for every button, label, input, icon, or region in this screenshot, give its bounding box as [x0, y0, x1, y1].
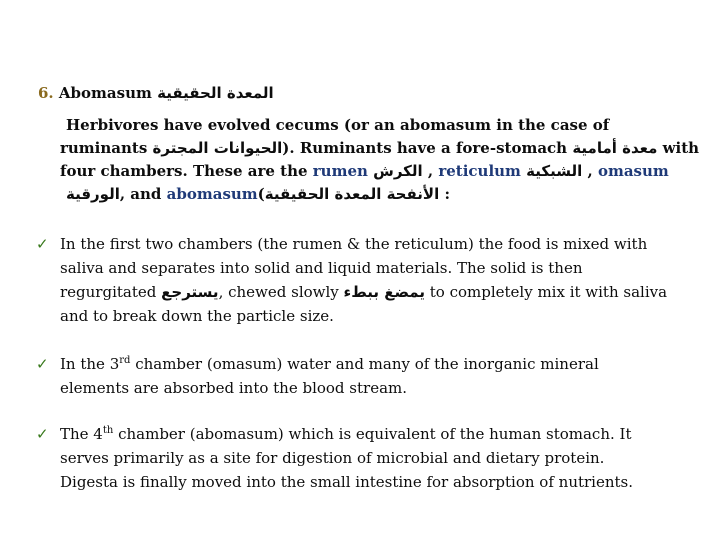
bullet-text-part: chamber (abomasum) which is equivalent of the human stomach. It: [113, 425, 632, 443]
bullet-text: [60, 352, 676, 400]
arabic-regurgitate: يسترجع: [161, 283, 219, 301]
section-title-arabic: المعدة الحقيقية: [157, 84, 274, 102]
intro-text: :: [439, 185, 450, 203]
bullet-text-part: In the 3: [60, 355, 120, 373]
intro-text: four chambers. These are the: [60, 162, 313, 180]
intro-line-3: [60, 160, 669, 183]
checkmark-icon: ✓: [36, 425, 49, 443]
checkmark-icon: ✓: [36, 235, 49, 253]
section-number: 6.: [38, 84, 54, 102]
arabic-reticulum: الشبكية: [526, 162, 583, 180]
bullet-line: In the first two chambers (the rumen & the reticulum) the food is mixed with: [60, 235, 648, 253]
bullet-text-part: , chewed slowly: [218, 283, 344, 301]
ordinal-suffix: th: [102, 425, 114, 436]
bullet-line: serves primarily as a site for digestion of microbial and dietary protein.: [60, 449, 605, 467]
bullet-text-part: regurgitated: [60, 283, 157, 301]
section-heading: [38, 84, 274, 102]
bullet-item: [36, 422, 676, 494]
intro-text: , and: [119, 185, 167, 203]
bullet-line: elements are absorbed into the blood stream.: [60, 379, 408, 397]
intro-text: ,: [582, 162, 598, 180]
bullet-text-part: to completely mix it with saliva: [424, 283, 668, 301]
bullet-text: [60, 232, 676, 328]
term-omasum: omasum: [597, 162, 669, 180]
intro-text: ,: [422, 162, 439, 180]
arabic-forestomach: معدة أمامية: [572, 139, 658, 157]
term-rumen: rumen: [312, 162, 368, 180]
bullet-item: [36, 232, 676, 328]
arabic-abomasum: المعدة الحقيقية: [264, 185, 382, 203]
intro-line-1: Herbivores have evolved cecums (or an abomasum in the case of: [66, 116, 610, 134]
bullet-line: [60, 352, 676, 376]
bullet-item: [36, 352, 676, 400]
bullet-line: and to break down the particle size.: [60, 307, 334, 325]
intro-text: ). Ruminants have a fore-stomach: [282, 139, 573, 157]
intro-line-2: [60, 137, 700, 160]
term-reticulum: reticulum: [438, 162, 521, 180]
intro-line-4: [60, 183, 660, 206]
bullet-text-part: The 4: [60, 425, 103, 443]
bullet-line: Digesta is finally moved into the small intestine for absorption of nutrients.: [60, 473, 634, 491]
paren-open: (: [257, 185, 265, 203]
term-abomasum: abomasum: [166, 185, 258, 203]
bullet-line: saliva and separates into solid and liquid materials. The solid is then: [60, 259, 583, 277]
intro-text: ruminants: [60, 139, 153, 157]
intro-text: with: [657, 139, 700, 157]
bullet-line: [60, 280, 676, 304]
bullet-line: [60, 422, 676, 446]
checkmark-icon: ✓: [36, 355, 49, 373]
arabic-ruminants: الحيوانات المجترة: [152, 139, 283, 157]
intro-paragraph: [60, 114, 700, 206]
arabic-omasum: الورقية: [66, 185, 120, 203]
bullet-text-part: chamber (omasum) water and many of the inorganic mineral: [130, 355, 599, 373]
section-title: Abomasum: [58, 84, 152, 102]
arabic-abomasum-alt: الأنفحة: [386, 185, 440, 203]
arabic-chew-slowly: يمضغ ببطء: [343, 283, 425, 301]
arabic-rumen: الكرش: [373, 162, 423, 180]
ordinal-suffix: rd: [119, 355, 131, 366]
bullet-text: [60, 422, 676, 494]
